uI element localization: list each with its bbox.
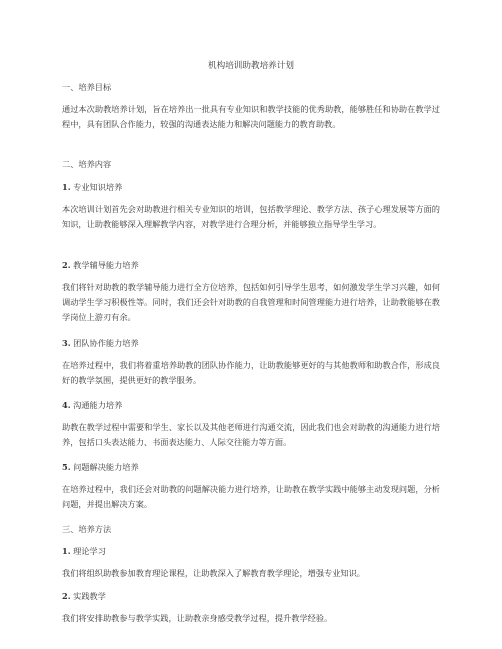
item-heading xyxy=(62,336,440,351)
item-paragraph: 我们将安排助教参与教学实践，让助教亲身感受教学过程，提升教学经验。 xyxy=(62,613,333,623)
item-label: 理论学习 xyxy=(73,546,106,556)
item-paragraph: 在培养过程中，我们还会对助教的问题解决能力进行培养，让助教在教学实践中能够主动发现问题，分析问题，并提出解决方案。 xyxy=(62,484,440,509)
item-paragraph: 在培养过程中，我们将着重培养助教的团队协作能力，让助教能够更好的与其他教师和助教合作，形成良好的教学氛围，提供更好的教学服务。 xyxy=(62,360,440,385)
item-paragraph: 助教在教学过程中需要和学生、家长以及其他老师进行沟通交流，因此我们也会对助教的沟通能力进行培养，包括口头表达能力、书面表达能力、人际交往能力等方面。 xyxy=(62,422,440,447)
item-number: 4. xyxy=(62,400,71,410)
item-heading xyxy=(62,258,440,273)
item-paragraph: 我们将组织助教参加教育理论课程，让助教深入了解教育教学理论，增强专业知识。 xyxy=(62,568,365,578)
item-paragraph: 本次培训计划首先会对助教进行相关专业知识的培训，包括教学理论、教学方法、孩子心理发展等方面的知识，让助教能够深入理解教学内容，对教学进行合理分析，并能够独立指导学生学习。 xyxy=(62,204,440,229)
item-heading xyxy=(62,460,440,475)
item-label: 问题解决能力培养 xyxy=(73,462,139,472)
item-label: 实践教学 xyxy=(73,591,106,601)
item-number: 2. xyxy=(62,260,71,270)
item-heading xyxy=(62,180,440,195)
item-number: 1. xyxy=(62,182,71,192)
item-label: 教学辅导能力培养 xyxy=(73,260,139,270)
section-heading-content: 二、培养内容 xyxy=(62,159,112,169)
item-label: 专业知识培养 xyxy=(73,182,123,192)
item-heading xyxy=(62,398,440,413)
item-paragraph: 我们将针对助教的教学辅导能力进行全方位培养，包括如何引导学生思考，如何激发学生学习兴趣，如何调动学生学习积极性等。同时，我们还会针对助教的自我管理和时间管理能力进行培养，让助教能够在教学岗位上游刃有余。 xyxy=(62,282,440,322)
item-number: 1. xyxy=(62,546,71,556)
item-heading xyxy=(62,589,440,604)
section-heading-goals: 一、培养目标 xyxy=(62,82,112,92)
item-label: 团队协作能力培养 xyxy=(73,338,139,348)
item-number: 2. xyxy=(62,591,71,601)
item-number: 3. xyxy=(62,338,71,348)
goals-paragraph: 通过本次助教培养计划，旨在培养出一批具有专业知识和教学技能的优秀助教，能够胜任和协助在教学过程中，具有团队合作能力，较强的沟通表达能力和解决问题能力的教育助教。 xyxy=(62,104,440,129)
document-title: 机构培训助教培养计划 xyxy=(208,61,294,71)
item-number: 5. xyxy=(62,462,71,472)
item-heading xyxy=(62,544,440,559)
section-heading-methods: 三、培养方法 xyxy=(62,524,112,534)
item-label: 沟通能力培养 xyxy=(73,400,123,410)
